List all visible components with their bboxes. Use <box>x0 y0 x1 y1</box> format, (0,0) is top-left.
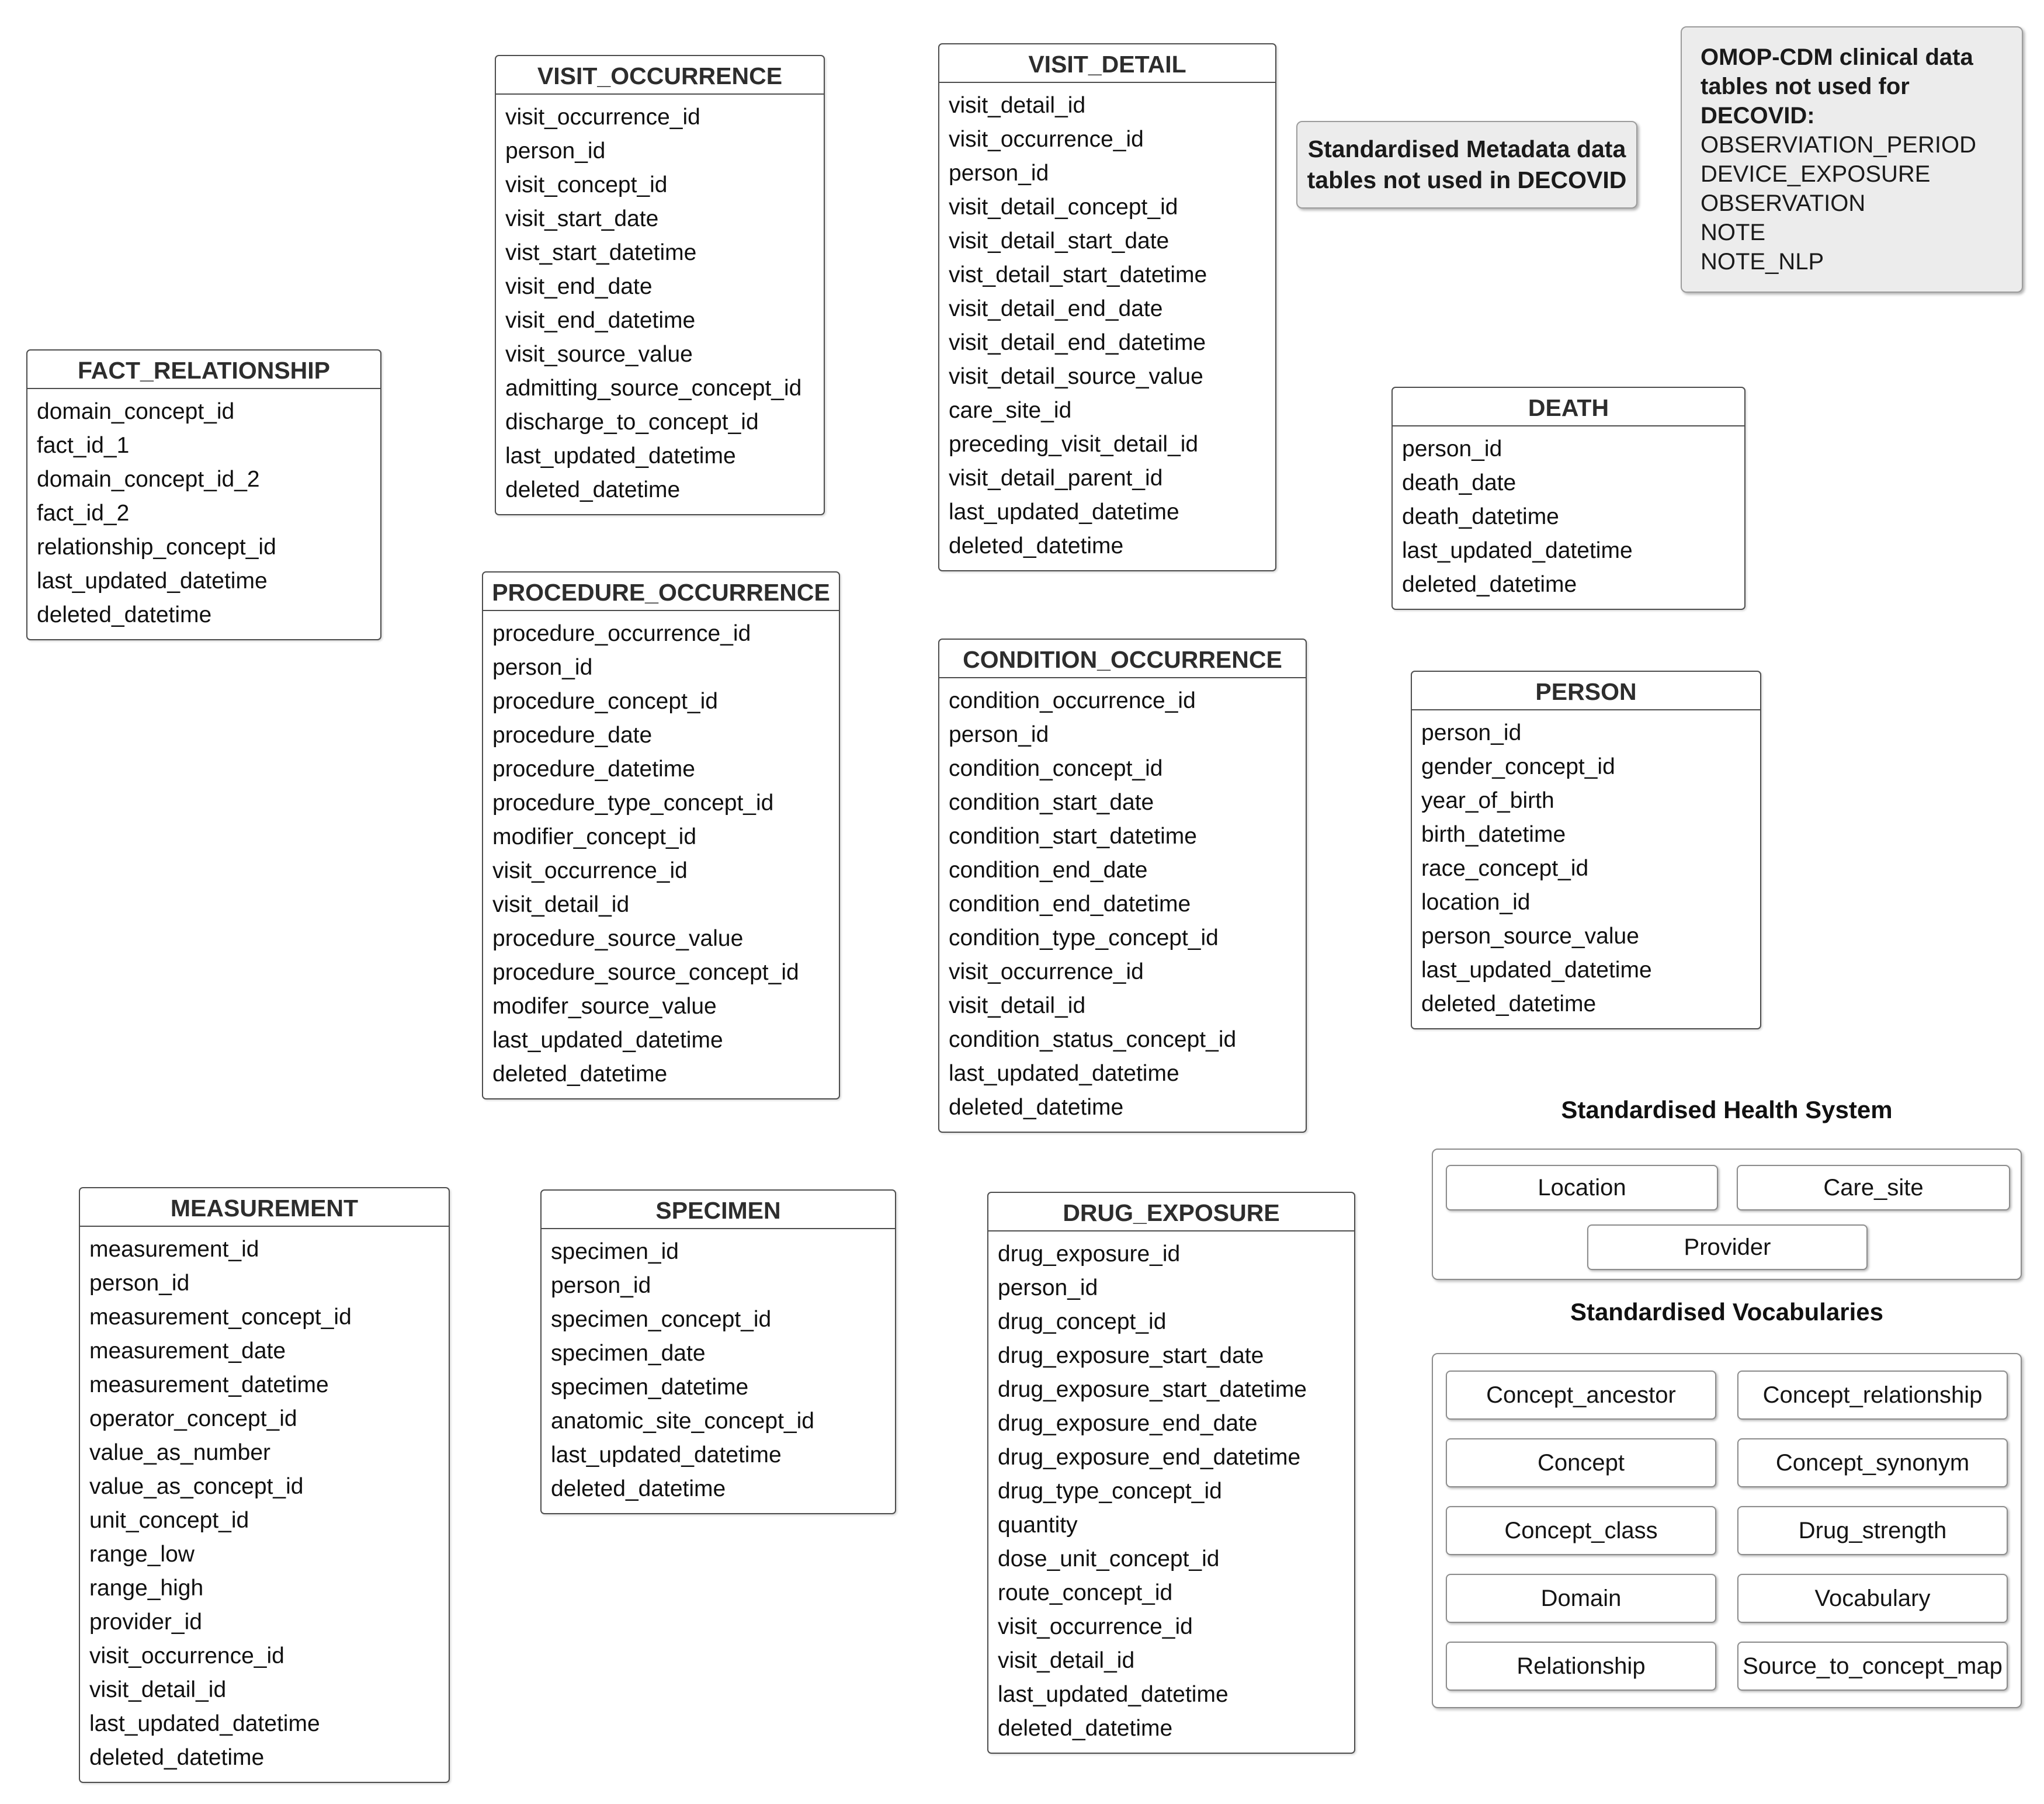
field-visit_occurrence_id: visit_occurrence_id <box>949 127 1144 152</box>
field-drug_concept_id: drug_concept_id <box>998 1309 1167 1334</box>
field-deleted_datetime: deleted_datetime <box>551 1476 726 1501</box>
box-concept: Concept <box>1446 1438 1716 1487</box>
vocabularies-container <box>1432 1353 2022 1708</box>
field-death_datetime: death_datetime <box>1402 504 1559 529</box>
field-vist_start_datetime: vist_start_datetime <box>505 240 697 265</box>
field-discharge_to_concept_id: discharge_to_concept_id <box>505 410 759 435</box>
box-concept_relationship: Concept_relationship <box>1737 1371 2008 1420</box>
box-care-site: Care_site <box>1737 1165 2010 1210</box>
field-visit_detail_end_date: visit_detail_end_date <box>949 296 1163 321</box>
field-range_low: range_low <box>89 1542 195 1567</box>
field-location_id: location_id <box>1421 890 1531 915</box>
note-clinical-item: OBSERVIATION_PERIOD <box>1701 132 1976 158</box>
field-birth_datetime: birth_datetime <box>1421 822 1566 847</box>
field-deleted_datetime: deleted_datetime <box>1421 991 1597 1017</box>
field-condition_concept_id: condition_concept_id <box>949 756 1163 781</box>
field-procedure_date: procedure_date <box>492 723 653 748</box>
field-list <box>27 389 380 639</box>
field-measurement_date: measurement_date <box>89 1338 286 1364</box>
entity-title: VISIT_OCCURRENCE <box>496 56 824 95</box>
field-deleted_datetime: deleted_datetime <box>998 1716 1173 1741</box>
field-last_updated_datetime: last_updated_datetime <box>89 1711 320 1736</box>
box-source_to_concept_map: Source_to_concept_map <box>1737 1642 2008 1691</box>
field-condition_occurrence_id: condition_occurrence_id <box>949 688 1196 713</box>
field-visit_end_datetime: visit_end_datetime <box>505 308 696 333</box>
field-procedure_concept_id: procedure_concept_id <box>492 689 718 714</box>
field-person_id: person_id <box>89 1271 190 1296</box>
field-deleted_datetime: deleted_datetime <box>37 602 212 627</box>
field-deleted_datetime: deleted_datetime <box>492 1061 668 1087</box>
field-list <box>939 678 1306 1132</box>
field-visit_occurrence_id: visit_occurrence_id <box>89 1643 284 1668</box>
field-last_updated_datetime: last_updated_datetime <box>505 443 736 469</box>
field-condition_end_datetime: condition_end_datetime <box>949 891 1191 917</box>
field-drug_type_concept_id: drug_type_concept_id <box>998 1479 1222 1504</box>
health-system-container <box>1432 1149 2022 1280</box>
field-condition_status_concept_id: condition_status_concept_id <box>949 1027 1237 1052</box>
field-person_id: person_id <box>949 161 1049 186</box>
field-race_concept_id: race_concept_id <box>1421 856 1589 881</box>
field-person_source_value: person_source_value <box>1421 924 1639 949</box>
box-provider: Provider <box>1587 1224 1868 1270</box>
field-list <box>939 83 1275 570</box>
field-anatomic_site_concept_id: anatomic_site_concept_id <box>551 1408 814 1434</box>
entity-condition-occurrence <box>938 639 1307 1133</box>
field-unit_concept_id: unit_concept_id <box>89 1508 249 1533</box>
box-concept_synonym: Concept_synonym <box>1737 1438 2008 1487</box>
field-visit_source_value: visit_source_value <box>505 342 693 367</box>
field-vist_detail_start_datetime: vist_detail_start_datetime <box>949 262 1207 287</box>
box-domain: Domain <box>1446 1574 1716 1623</box>
field-visit_occurrence_id: visit_occurrence_id <box>505 105 700 130</box>
field-person_id: person_id <box>949 722 1049 747</box>
field-visit_occurrence_id: visit_occurrence_id <box>492 858 688 883</box>
field-list <box>1412 710 1760 1028</box>
field-condition_type_concept_id: condition_type_concept_id <box>949 925 1219 950</box>
field-gender_concept_id: gender_concept_id <box>1421 754 1615 779</box>
field-visit_detail_id: visit_detail_id <box>998 1648 1135 1673</box>
field-measurement_id: measurement_id <box>89 1237 259 1262</box>
box-drug_strength: Drug_strength <box>1737 1506 2008 1555</box>
field-condition_start_date: condition_start_date <box>949 790 1154 815</box>
field-specimen_date: specimen_date <box>551 1341 706 1366</box>
field-deleted_datetime: deleted_datetime <box>1402 572 1577 597</box>
field-list <box>496 95 824 514</box>
field-provider_id: provider_id <box>89 1609 202 1635</box>
field-domain_concept_id_2: domain_concept_id_2 <box>37 467 260 492</box>
field-drug_exposure_start_date: drug_exposure_start_date <box>998 1343 1264 1368</box>
field-last_updated_datetime: last_updated_datetime <box>1421 957 1652 983</box>
field-visit_detail_concept_id: visit_detail_concept_id <box>949 195 1178 220</box>
entity-title: CONDITION_OCCURRENCE <box>939 640 1306 678</box>
note-clinical-item: DEVICE_EXPOSURE <box>1701 161 1931 187</box>
health-system-heading: Standardised Health System <box>1561 1096 1893 1123</box>
entity-title: MEASUREMENT <box>80 1188 449 1227</box>
entity-visit-occurrence <box>495 55 825 515</box>
field-last_updated_datetime: last_updated_datetime <box>551 1442 782 1468</box>
entity-fact-relationship <box>26 349 381 640</box>
field-procedure_occurrence_id: procedure_occurrence_id <box>492 621 751 646</box>
field-visit_end_date: visit_end_date <box>505 274 653 299</box>
field-visit_detail_id: visit_detail_id <box>949 93 1086 118</box>
field-year_of_birth: year_of_birth <box>1421 788 1554 813</box>
field-visit_detail_id: visit_detail_id <box>492 892 630 917</box>
field-person_id: person_id <box>492 655 593 680</box>
field-person_id: person_id <box>998 1275 1098 1300</box>
field-deleted_datetime: deleted_datetime <box>505 477 681 502</box>
entity-specimen <box>540 1189 896 1514</box>
field-death_date: death_date <box>1402 470 1516 495</box>
field-drug_exposure_id: drug_exposure_id <box>998 1241 1181 1267</box>
field-fact_id_1: fact_id_1 <box>37 433 130 458</box>
field-specimen_datetime: specimen_datetime <box>551 1375 749 1400</box>
field-specimen_concept_id: specimen_concept_id <box>551 1307 772 1332</box>
field-modifier_concept_id: modifier_concept_id <box>492 824 697 849</box>
field-last_updated_datetime: last_updated_datetime <box>949 1061 1179 1086</box>
field-last_updated_datetime: last_updated_datetime <box>1402 538 1633 563</box>
note-clinical-tables <box>1681 26 2023 293</box>
field-procedure_source_value: procedure_source_value <box>492 926 744 951</box>
field-visit_start_date: visit_start_date <box>505 206 659 231</box>
field-relationship_concept_id: relationship_concept_id <box>37 535 276 560</box>
field-condition_end_date: condition_end_date <box>949 858 1148 883</box>
field-visit_occurrence_id: visit_occurrence_id <box>949 959 1144 984</box>
field-care_site_id: care_site_id <box>949 398 1072 423</box>
field-list <box>1393 426 1744 609</box>
field-visit_detail_id: visit_detail_id <box>949 993 1086 1018</box>
field-last_updated_datetime: last_updated_datetime <box>949 499 1179 525</box>
field-deleted_datetime: deleted_datetime <box>89 1745 265 1770</box>
field-condition_start_datetime: condition_start_datetime <box>949 824 1197 849</box>
field-last_updated_datetime: last_updated_datetime <box>37 568 268 594</box>
field-specimen_id: specimen_id <box>551 1239 679 1264</box>
field-quantity: quantity <box>998 1512 1078 1538</box>
entity-title: DEATH <box>1393 388 1744 426</box>
field-visit_detail_id: visit_detail_id <box>89 1677 227 1702</box>
field-drug_exposure_end_datetime: drug_exposure_end_datetime <box>998 1445 1301 1470</box>
field-value_as_number: value_as_number <box>89 1440 271 1465</box>
entity-title: FACT_RELATIONSHIP <box>27 351 380 389</box>
field-visit_concept_id: visit_concept_id <box>505 172 668 197</box>
field-fact_id_2: fact_id_2 <box>37 501 130 526</box>
field-procedure_source_concept_id: procedure_source_concept_id <box>492 960 799 985</box>
box-location: Location <box>1446 1165 1718 1210</box>
field-last_updated_datetime: last_updated_datetime <box>998 1682 1229 1707</box>
note-clinical-item: NOTE <box>1701 220 1766 245</box>
field-route_concept_id: route_concept_id <box>998 1580 1173 1605</box>
field-domain_concept_id: domain_concept_id <box>37 399 235 424</box>
field-procedure_datetime: procedure_datetime <box>492 757 695 782</box>
field-last_updated_datetime: last_updated_datetime <box>492 1028 723 1053</box>
field-visit_detail_end_datetime: visit_detail_end_datetime <box>949 330 1206 355</box>
field-visit_occurrence_id: visit_occurrence_id <box>998 1614 1193 1639</box>
field-operator_concept_id: operator_concept_id <box>89 1406 297 1431</box>
entity-title: SPECIMEN <box>542 1191 895 1229</box>
field-person_id: person_id <box>1421 720 1522 745</box>
field-drug_exposure_end_date: drug_exposure_end_date <box>998 1411 1258 1436</box>
field-measurement_concept_id: measurement_concept_id <box>89 1305 352 1330</box>
box-relationship: Relationship <box>1446 1642 1716 1691</box>
note-clinical-item: NOTE_NLP <box>1701 249 1824 275</box>
field-list <box>988 1231 1354 1753</box>
entity-death <box>1391 387 1745 610</box>
entity-procedure-occurrence <box>482 571 840 1099</box>
entity-title: VISIT_DETAIL <box>939 44 1275 83</box>
box-concept_class: Concept_class <box>1446 1506 1716 1555</box>
entity-title: PERSON <box>1412 672 1760 710</box>
field-person_id: person_id <box>1402 436 1502 462</box>
entity-person <box>1411 671 1761 1029</box>
entity-visit-detail <box>938 43 1276 571</box>
field-procedure_type_concept_id: procedure_type_concept_id <box>492 790 774 816</box>
note-metadata-tables: Standardised Metadata data tables not used in DECOVID <box>1296 121 1637 209</box>
entity-title: PROCEDURE_OCCURRENCE <box>483 573 839 611</box>
box-concept_ancestor: Concept_ancestor <box>1446 1371 1716 1420</box>
field-deleted_datetime: deleted_datetime <box>949 533 1124 558</box>
vocabularies-heading: Standardised Vocabularies <box>1570 1298 1884 1326</box>
field-list <box>483 611 839 1098</box>
field-drug_exposure_start_datetime: drug_exposure_start_datetime <box>998 1377 1307 1402</box>
note-clinical-title: OMOP-CDM clinical data tables not used for DECOVID: <box>1701 44 1973 129</box>
field-list <box>542 1229 895 1513</box>
field-measurement_datetime: measurement_datetime <box>89 1372 329 1397</box>
field-visit_detail_source_value: visit_detail_source_value <box>949 364 1203 389</box>
field-dose_unit_concept_id: dose_unit_concept_id <box>998 1546 1220 1571</box>
field-deleted_datetime: deleted_datetime <box>949 1095 1124 1120</box>
entity-measurement <box>79 1187 450 1783</box>
field-list <box>80 1227 449 1782</box>
note-clinical-item: OBSERVATION <box>1701 190 1866 216</box>
box-vocabulary: Vocabulary <box>1737 1574 2008 1623</box>
entity-title: DRUG_EXPOSURE <box>988 1193 1354 1231</box>
field-value_as_concept_id: value_as_concept_id <box>89 1474 304 1499</box>
field-range_high: range_high <box>89 1576 204 1601</box>
field-preceding_visit_detail_id: preceding_visit_detail_id <box>949 432 1199 457</box>
field-visit_detail_parent_id: visit_detail_parent_id <box>949 466 1163 491</box>
field-visit_detail_start_date: visit_detail_start_date <box>949 228 1170 254</box>
field-admitting_source_concept_id: admitting_source_concept_id <box>505 376 802 401</box>
note-clinical-list <box>1701 130 2003 276</box>
entity-drug-exposure <box>987 1192 1355 1754</box>
field-person_id: person_id <box>551 1273 651 1298</box>
field-person_id: person_id <box>505 138 606 164</box>
field-modifer_source_value: modifer_source_value <box>492 994 717 1019</box>
